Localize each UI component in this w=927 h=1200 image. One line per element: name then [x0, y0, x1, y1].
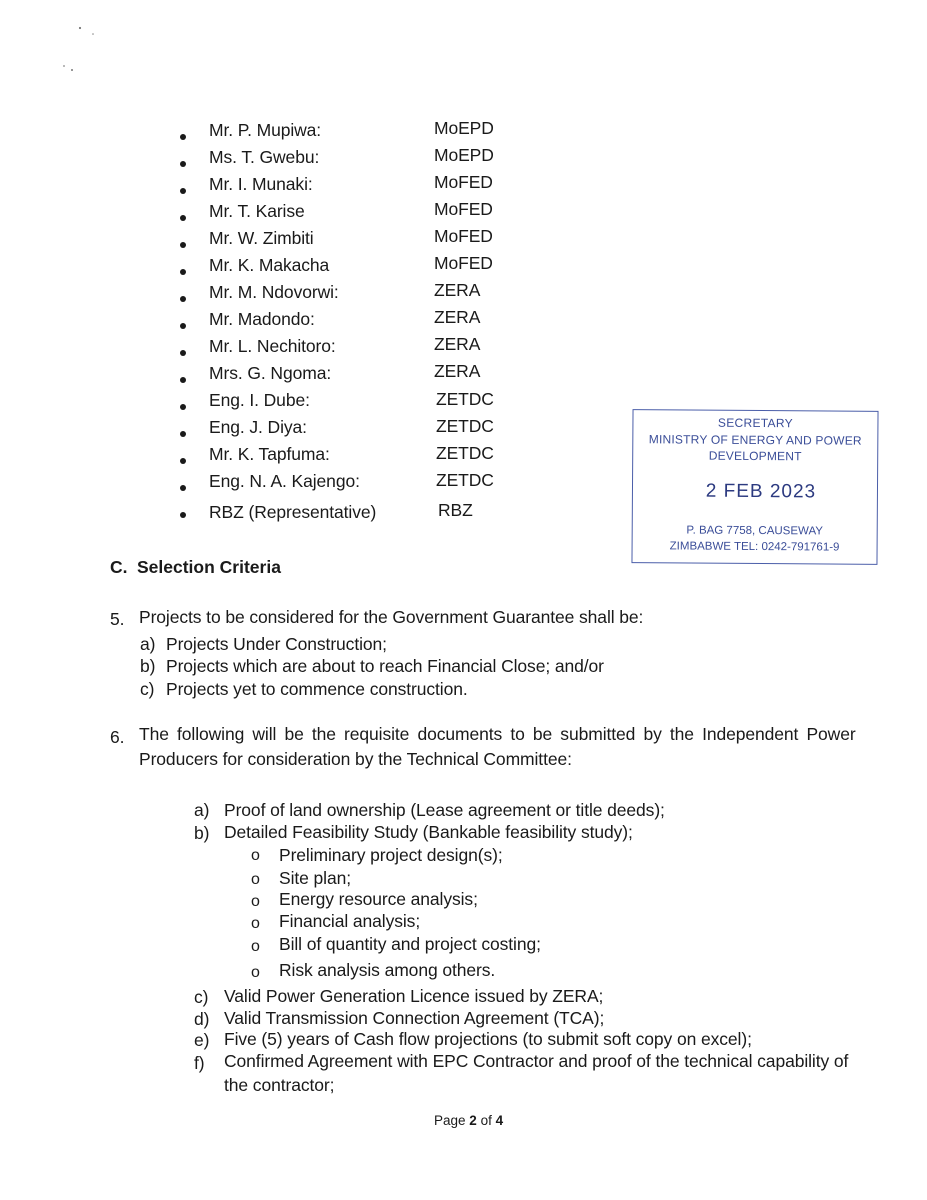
attendee-name: Mr. P. Mupiwa: [209, 120, 322, 140]
subitem-label: b) [194, 823, 210, 843]
page-footer [434, 1113, 503, 1128]
attendee-name: Mr. K. Tapfuma: [209, 444, 330, 464]
bullet-icon [180, 296, 186, 302]
circle-bullet-icon: o [251, 847, 260, 864]
subitem-text: Projects Under Construction; [166, 634, 387, 654]
attendee-name: Mr. M. Ndovorwi: [209, 282, 339, 302]
scan-specks [60, 22, 100, 82]
circle-bullet-icon: o [251, 938, 260, 955]
page-word: Page [434, 1113, 466, 1128]
attendee-org: MoEPD [434, 145, 494, 165]
attendee-org: ZETDC [436, 470, 494, 490]
subitem-text: Projects which are about to reach Financial Close; and/or [166, 656, 604, 676]
subitem-text: Detailed Feasibility Study (Bankable feasibility study); [224, 822, 633, 842]
circle-bullet-icon: o [251, 915, 260, 932]
bullet-icon [180, 377, 186, 383]
attendee-org: MoFED [434, 226, 493, 246]
bullet-icon [180, 134, 186, 140]
official-stamp [631, 409, 878, 565]
subitem-label: c) [140, 679, 155, 699]
point-text: Preliminary project design(s); [279, 845, 503, 865]
page-number: 2 [469, 1113, 477, 1128]
point-text: Energy resource analysis; [279, 889, 478, 909]
bullet-icon [180, 269, 186, 275]
bullet-icon [180, 242, 186, 248]
subitem-label: c) [194, 987, 209, 1007]
attendee-org: MoEPD [434, 118, 494, 138]
attendee-name: Mr. K. Makacha [209, 255, 330, 275]
circle-bullet-icon: o [251, 964, 260, 981]
item-text: The following will be the requisite documents to be submitted by the Independent Power [139, 724, 856, 744]
subitem-label: f) [194, 1053, 205, 1073]
bullet-icon [180, 323, 186, 329]
attendee-name: Mr. Madondo: [209, 309, 315, 329]
subitem-label: b) [140, 656, 156, 676]
attendee-org: RBZ [438, 500, 473, 520]
attendee-name: Mrs. G. Ngoma: [209, 363, 332, 383]
circle-bullet-icon: o [251, 893, 260, 910]
attendee-org: MoFED [434, 199, 493, 219]
bullet-icon [180, 161, 186, 167]
item-number: 5. [110, 609, 125, 629]
of-word: of [480, 1113, 492, 1128]
attendee-org: ZETDC [436, 389, 494, 409]
subitem-text: Valid Power Generation Licence issued by ZERA; [224, 986, 604, 1006]
subitem-label: d) [194, 1009, 210, 1029]
stamp-line: ZIMBABWE TEL: 0242-791761-9 [669, 540, 840, 554]
bullet-icon [180, 431, 186, 437]
stamp-line: DEVELOPMENT [708, 448, 802, 464]
item-text: Projects to be considered for the Government Guarantee shall be: [139, 607, 644, 627]
attendee-org: MoFED [434, 172, 493, 192]
stamp-line: P. BAG 7758, CAUSEWAY [686, 524, 824, 538]
circle-bullet-icon: o [251, 871, 260, 888]
attendee-name: Eng. J. Diya: [209, 417, 307, 437]
bullet-icon [180, 458, 186, 464]
attendee-org: ZETDC [436, 443, 494, 463]
attendee-name: Eng. I. Dube: [209, 390, 310, 410]
subitem-label: a) [194, 800, 210, 820]
item-number: 6. [110, 727, 125, 747]
subitem-label: e) [194, 1030, 210, 1050]
attendee-name: Eng. N. A. Kajengo: [209, 471, 360, 491]
attendee-org: ZERA [434, 307, 481, 327]
stamp-line: SECRETARY [717, 415, 793, 431]
page-total: 4 [495, 1113, 504, 1128]
attendee-org: MoFED [434, 253, 493, 273]
attendee-org: ZERA [434, 280, 481, 300]
item-text: Producers for consideration by the Technical Committee: [139, 749, 572, 769]
attendee-name: Mr. L. Nechitoro: [209, 336, 336, 356]
subitem-continuation: the contractor; [224, 1075, 335, 1095]
subitem-text: Five (5) years of Cash flow projections (to submit soft copy on excel); [224, 1029, 752, 1049]
point-text: Financial analysis; [279, 911, 421, 931]
attendee-name: RBZ (Representative) [209, 502, 377, 522]
bullet-icon [180, 404, 186, 410]
bullet-icon [180, 485, 186, 491]
subitem-text: Valid Transmission Connection Agreement (TCA); [224, 1008, 605, 1028]
attendee-org: ZERA [434, 334, 481, 354]
stamp-line: MINISTRY OF ENERGY AND POWER [648, 432, 862, 448]
section-label: C. [110, 557, 128, 577]
point-text: Site plan; [279, 868, 351, 888]
subitem-label: a) [140, 634, 156, 654]
subitem-text: Projects yet to commence construction. [166, 679, 468, 699]
subitem-text: Confirmed Agreement with EPC Contractor and proof of the technical capability of [224, 1051, 849, 1071]
attendee-name: Mr. T. Karise [209, 201, 305, 221]
bullet-icon [180, 350, 186, 356]
subitem-text: Proof of land ownership (Lease agreement or title deeds); [224, 800, 665, 820]
section-title: Selection Criteria [137, 557, 281, 577]
stamp-date: 2 FEB 2023 [705, 480, 817, 503]
attendee-org: ZETDC [436, 416, 494, 436]
bullet-icon [180, 512, 186, 518]
bullet-icon [180, 215, 186, 221]
attendee-name: Mr. W. Zimbiti [209, 228, 314, 248]
point-text: Risk analysis among others. [279, 960, 496, 980]
attendee-name: Ms. T. Gwebu: [209, 147, 320, 167]
attendee-name: Mr. I. Munaki: [209, 174, 313, 194]
bullet-icon [180, 188, 186, 194]
point-text: Bill of quantity and project costing; [279, 934, 541, 954]
attendee-org: ZERA [434, 361, 481, 381]
